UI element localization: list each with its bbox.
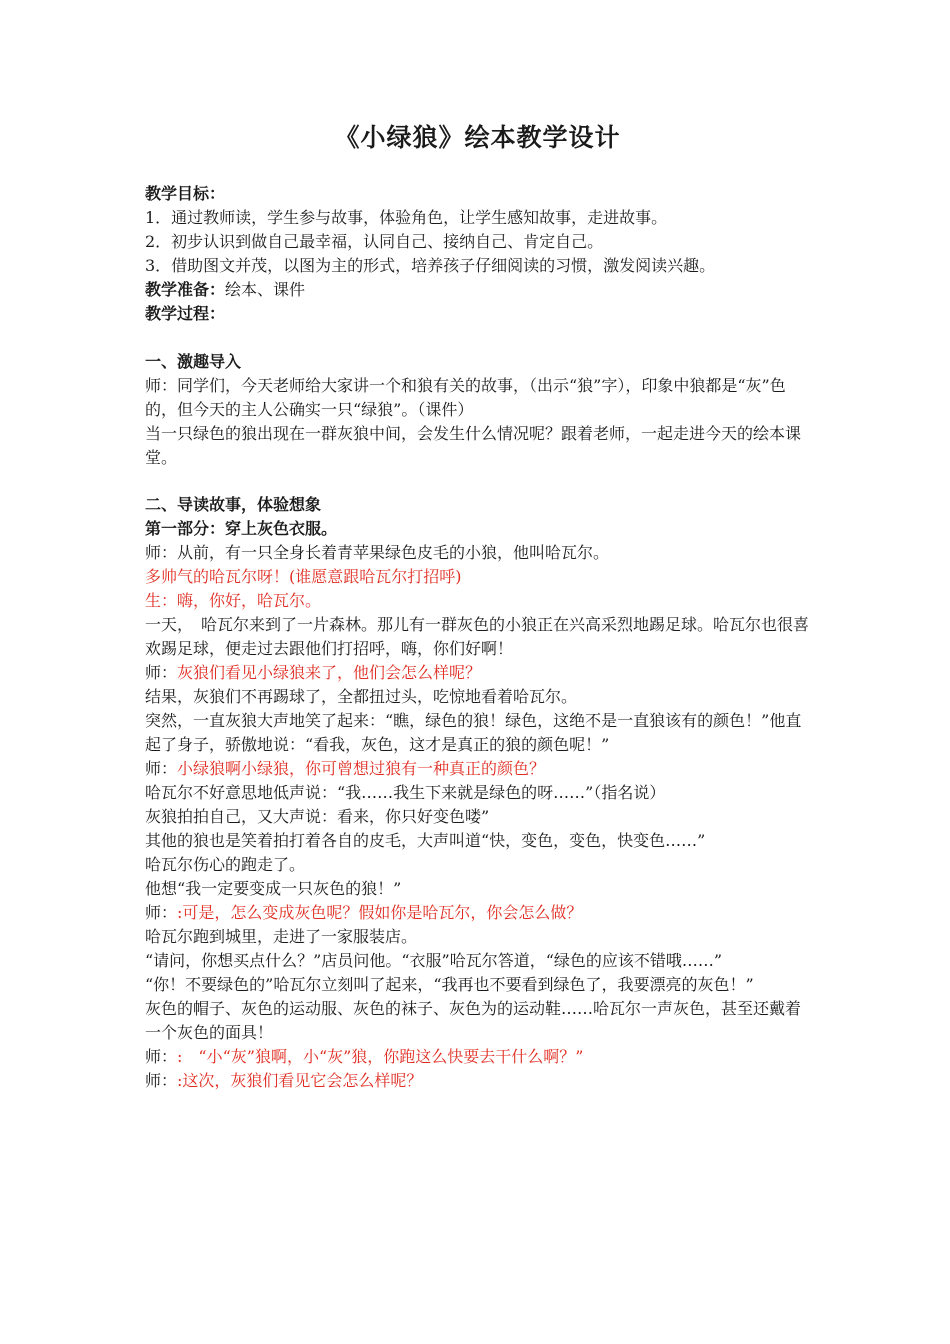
question-text: 灰狼们看见小绿狼来了，他们会怎么样呢？: [177, 663, 482, 682]
paragraph: “你！不要绿色的”哈瓦尔立刻叫了起来，“我再也不要看到绿色了，我要漂亮的灰色！”: [145, 975, 754, 994]
speaker-label: 师：: [145, 663, 178, 682]
goal-item: 3．借助图文并茂，以图为主的形式，培养孩子仔细阅读的习惯，激发阅读兴趣。: [145, 256, 716, 275]
paragraph: 哈瓦尔不好意思地低声说：“我……我生下来就是绿色的呀……”（指名说）: [145, 783, 666, 802]
document-page: [145, 118, 810, 1093]
paragraph: 突然，一直灰狼大声地笑了起来：“瞧，绿色的狼！绿色，这绝不是一直狼该有的颜色！”他直起了身子，骄傲地说：“看我，灰色，这才是真正的狼的颜色呢！”: [145, 711, 802, 754]
question-text: : “小“灰”狼啊，小“灰”狼，你跑这么快要去干什么啊？”: [177, 1047, 584, 1066]
speaker-label: 师：: [145, 1071, 178, 1090]
goal-item: 1．通过教师读，学生参与故事，体验角色，让学生感知故事，走进故事。: [145, 208, 668, 227]
prep-value: 绘本、课件: [225, 280, 306, 299]
paragraph: 结果，灰狼们不再踢球了，全都扭过头，吃惊地看着哈瓦尔。: [145, 687, 578, 706]
process-heading: 教学过程：: [145, 304, 226, 323]
paragraph: 哈瓦尔跑到城里，走进了一家服装店。: [145, 927, 418, 946]
paragraph: 当一只绿色的狼出现在一群灰狼中间，会发生什么情况呢？跟着老师，一起走进今天的绘本课堂。: [145, 424, 802, 467]
question-text: 小绿狼啊小绿狼，你可曾想过狼有一种真正的颜色？: [177, 759, 546, 778]
teacher-question: [145, 1045, 810, 1069]
paragraph: 灰狼拍拍自己，又大声说：看来，你只好变色喽”: [145, 807, 490, 826]
question-text: :可是，怎么变成灰色呢？假如你是哈瓦尔，你会怎么做？: [177, 903, 583, 922]
speaker-label: 师：: [145, 903, 178, 922]
teacher-prompt: 多帅气的哈瓦尔呀！(谁愿意跟哈瓦尔打招呼): [145, 567, 462, 586]
paragraph: “请问，你想买点什么？”店员问他。“衣服”哈瓦尔答道，“绿色的应该不错哦……”: [145, 951, 723, 970]
prep-label: 教学准备：: [145, 280, 226, 299]
section1-heading: 一、激趣导入: [145, 352, 242, 371]
section2-heading: 二、导读故事，体验想象: [145, 495, 322, 514]
teacher-question: [145, 757, 810, 781]
teacher-question: [145, 1069, 810, 1093]
speaker-label: 师：: [145, 759, 178, 778]
teacher-question: [145, 901, 810, 925]
student-reply: 生：嗨，你好，哈瓦尔。: [145, 591, 322, 610]
paragraph: 哈瓦尔伤心的跑走了。: [145, 855, 306, 874]
speaker-label: 师：: [145, 1047, 178, 1066]
part1-heading: 第一部分：穿上灰色衣服。: [145, 519, 338, 538]
teacher-question: [145, 661, 810, 685]
goals-heading: 教学目标：: [145, 184, 226, 203]
question-text: :这次，灰狼们看见它会怎么样呢？: [177, 1071, 423, 1090]
paragraph: 其他的狼也是笑着拍打着各自的皮毛，大声叫道“快，变色，变色，快变色……”: [145, 831, 706, 850]
paragraph: 灰色的帽子、灰色的运动服、灰色的袜子、灰色为的运动鞋……哈瓦尔一声灰色，甚至还戴着一个灰色的面具！: [145, 999, 802, 1042]
document-title: 《小绿狼》绘本教学设计: [334, 123, 621, 152]
goal-item: 2．初步认识到做自己最幸福，认同自己、接纳自己、肯定自己。: [145, 232, 604, 251]
paragraph: 师：从前，有一只全身长着青苹果绿色皮毛的小狼，他叫哈瓦尔。: [145, 543, 610, 562]
prep-line: [145, 278, 810, 302]
paragraph: 他想“我一定要变成一只灰色的狼！”: [145, 879, 402, 898]
paragraph: 一天， 哈瓦尔来到了一片森林。那儿有一群灰色的小狼正在兴高采烈地踢足球。哈瓦尔也很喜欢踢足球，便走过去跟他们打招呼，嗨，你们好啊！: [145, 615, 810, 658]
paragraph: 师：同学们，今天老师给大家讲一个和狼有关的故事，（出示“狼”字），印象中狼都是“灰”色的，但今天的主人公确实一只“绿狼”。（课件）: [145, 376, 786, 419]
